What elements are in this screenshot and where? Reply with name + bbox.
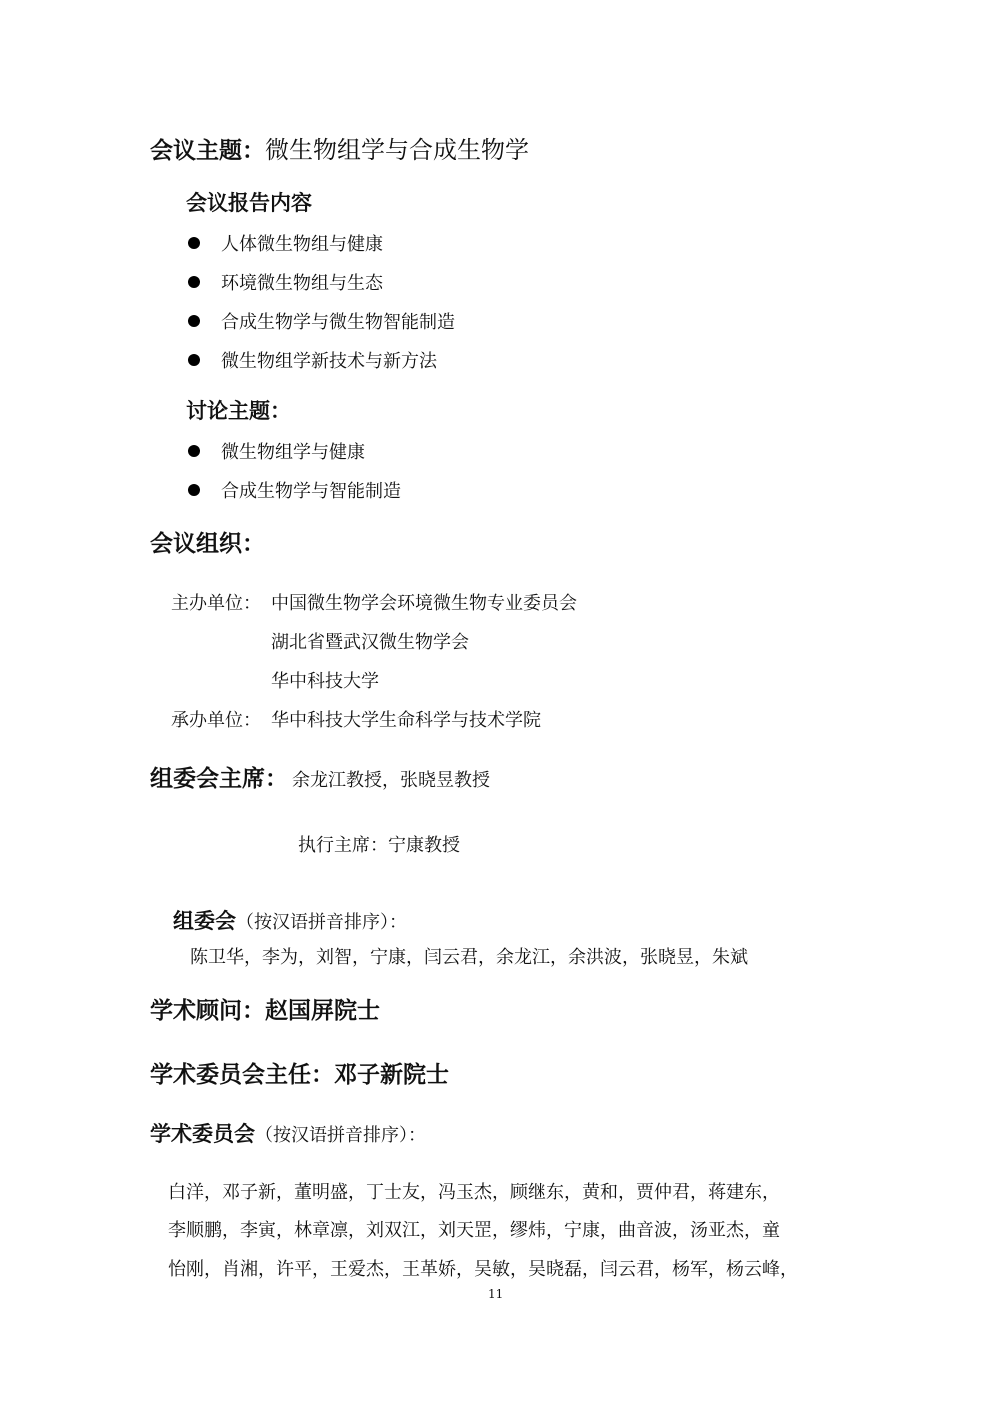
discussion-item: 合成生物学与智能制造 <box>221 481 401 502</box>
host-label: 主办单位： <box>171 593 261 614</box>
theme-heading <box>150 130 529 165</box>
committee-label: 组委会 <box>173 909 236 933</box>
bullet-icon <box>188 445 200 457</box>
host-unit: 华中科技大学 <box>271 671 379 692</box>
page-number: 11 <box>488 1287 504 1301</box>
theme-label: 会议主题： <box>150 138 265 164</box>
report-item: 人体微生物组与健康 <box>221 234 383 255</box>
report-item: 微生物组学新技术与新方法 <box>221 351 437 372</box>
academic-committee-label: 学术委员会 <box>150 1122 255 1146</box>
chair-value: 余龙江教授，张晓昱教授 <box>292 770 490 791</box>
host-unit: 中国微生物学会环境微生物专业委员会 <box>271 593 577 614</box>
theme-value: 微生物组学与合成生物学 <box>265 136 529 164</box>
chair-label: 组委会主席： <box>150 766 288 792</box>
committee-heading <box>173 905 407 935</box>
bullet-icon <box>188 354 200 366</box>
committee-note: （按汉语拼音排序）： <box>236 912 407 933</box>
organizer-label: 承办单位： <box>171 710 261 731</box>
bullet-icon <box>188 315 200 327</box>
organization-heading: 会议组织： <box>150 531 265 557</box>
bullet-icon <box>188 276 200 288</box>
report-item: 环境微生物组与生态 <box>221 273 383 294</box>
bullet-icon <box>188 484 200 496</box>
discussion-item: 微生物组学与健康 <box>221 442 365 463</box>
committee-members: 陈卫华，李为，刘智，宁康，闫云君，余龙江，余洪波，张晓昱，朱斌 <box>190 947 748 968</box>
discussion-heading: 讨论主题： <box>186 399 291 423</box>
academic-committee-note: （按汉语拼音排序）： <box>255 1125 426 1146</box>
academic-committee-heading <box>150 1118 426 1148</box>
academic-committee-line: 白洋，邓子新，董明盛，丁士友，冯玉杰，顾继东，黄和，贾仲君，蒋建东， <box>168 1182 780 1203</box>
host-unit: 湖北省暨武汉微生物学会 <box>271 632 469 653</box>
exec-chair: 执行主席：宁康教授 <box>298 835 460 856</box>
report-content-heading: 会议报告内容 <box>186 191 312 215</box>
bullet-icon <box>188 237 200 249</box>
report-item: 合成生物学与微生物智能制造 <box>221 312 455 333</box>
chair-heading <box>150 760 490 793</box>
advisor-heading: 学术顾问：赵国屏院士 <box>150 998 380 1024</box>
academic-committee-line: 怡刚，肖湘，许平，王爱杰，王革娇，吴敏，吴晓磊，闫云君，杨军，杨云峰， <box>168 1259 798 1280</box>
academic-director-heading: 学术委员会主任：邓子新院士 <box>150 1062 449 1088</box>
organizer-unit: 华中科技大学生命科学与技术学院 <box>271 710 541 731</box>
academic-committee-line: 李顺鹏，李寅，林章凛，刘双江，刘天罡，缪炜，宁康，曲音波，汤亚杰，童 <box>168 1220 780 1241</box>
